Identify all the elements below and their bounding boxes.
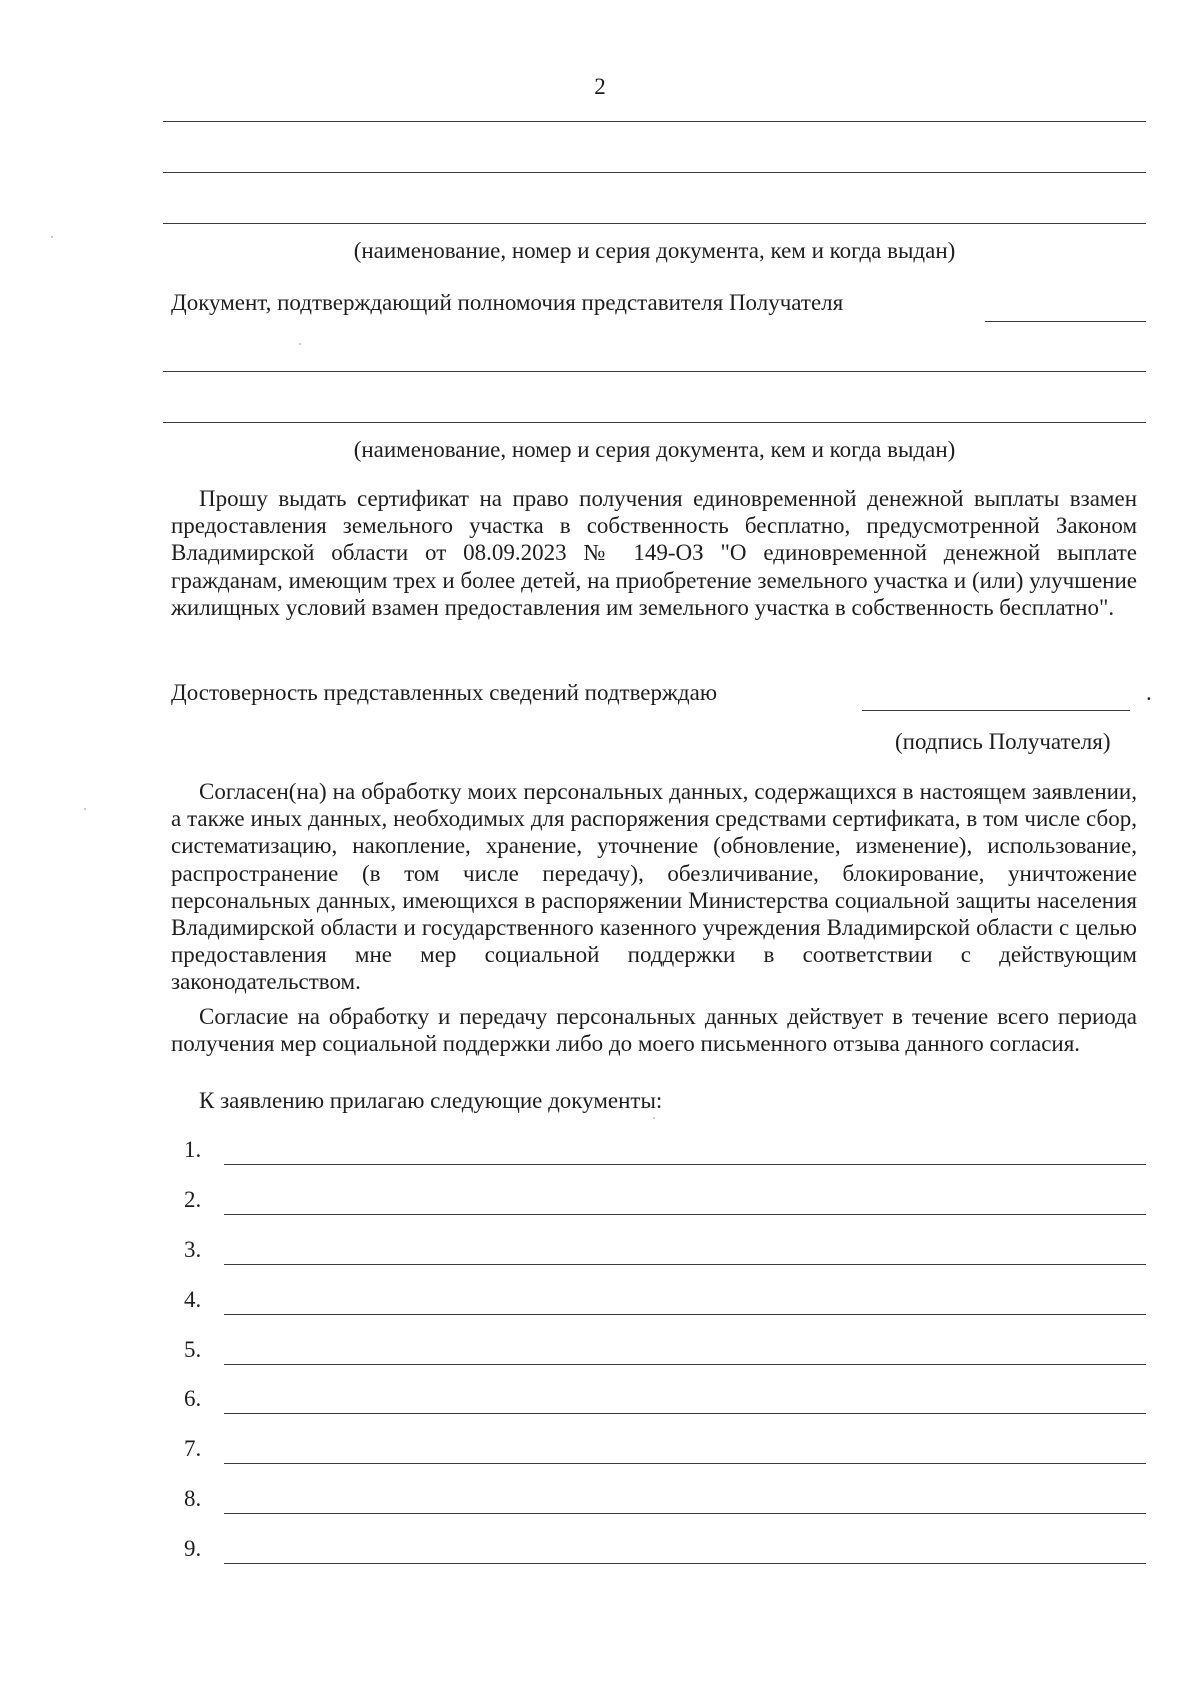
attachment-line[interactable] [224,1164,1146,1165]
identity-doc-line-1[interactable] [163,121,1146,122]
identity-doc-caption: (наименование, номер и серия документа, кем и когда выдан) [353,238,956,263]
page-number: 2 [594,74,606,99]
signature-caption: (подпись Получателя) [895,729,1111,754]
attachment-line[interactable] [224,1513,1146,1514]
attachment-number: 1. [184,1137,202,1162]
request-paragraph: Прошу выдать сертификат на право получения единовременной денежной выплаты взамен предоставления земельного участка в собственность бесплатно, предусмотренной Законом Владимирской области от 08.09.2023 № 149-ОЗ "О единовременной денежной выплате гражданам, имеющим трех и более детей, на приобретение земельного участка и (или) улучшение жилищных условий взамен предоставления им земельного участка в собственность бесплатно". [171,486,1137,620]
attachment-line[interactable] [224,1264,1146,1265]
attachment-number: 5. [184,1337,202,1362]
representative-doc-line-3[interactable] [163,422,1146,423]
consent-paragraph: Согласен(на) на обработку моих персональных данных, содержащихся в настоящем заявлении, а также иных данных, необходимых для распоряжения средствами сертификата, в том числе сбор, систематизацию, накопление, хранение, уточнение (обновление, изменение), использование, распространение (в том числе передачу), обезличивание, блокирование, уничтожение персональных данных, имеющихся в распоряжении Министерства социальной защиты населения Владимирской области и государственного казенного учреждения Владимирской области с целью предоставления мне мер социальной поддержки в соответствии с действующим законодательством. [171,779,1137,995]
representative-doc-line-1[interactable] [985,321,1146,322]
attachment-line[interactable] [224,1463,1146,1464]
representative-doc-label: Документ, подтверждающий полномочия представителя Получателя [171,290,844,315]
attachment-line[interactable] [224,1364,1146,1365]
attachment-line[interactable] [224,1413,1146,1414]
representative-doc-caption: (наименование, номер и серия документа, кем и когда выдан) [353,437,956,462]
attachment-line[interactable] [224,1563,1146,1564]
signature-line[interactable] [862,710,1130,711]
attachment-line[interactable] [224,1314,1146,1315]
attachment-number: 9. [184,1536,202,1561]
identity-doc-line-3[interactable] [163,223,1146,224]
confirm-label: Достоверность представленных сведений подтверждаю [171,680,718,705]
attachment-line[interactable] [224,1214,1146,1215]
confirm-dot: . [1146,680,1152,705]
scan-speck [299,343,301,345]
attachment-number: 4. [184,1287,202,1312]
identity-doc-line-2[interactable] [163,172,1146,173]
representative-doc-line-2[interactable] [163,371,1146,372]
attachments-label: К заявлению прилагаю следующие документы: [199,1088,663,1113]
attachment-number: 6. [184,1386,202,1411]
attachment-number: 2. [184,1187,202,1212]
scan-speck [51,236,53,238]
attachment-number: 3. [184,1237,202,1262]
scan-speck [84,808,86,810]
attachment-number: 8. [184,1486,202,1511]
attachment-number: 7. [184,1436,202,1461]
scan-speck [653,1117,655,1119]
consent-period-paragraph: Согласие на обработку и передачу персональных данных действует в течение всего периода получения мер социальной поддержки либо до моего письменного отзыва данного согласия. [171,1004,1137,1057]
